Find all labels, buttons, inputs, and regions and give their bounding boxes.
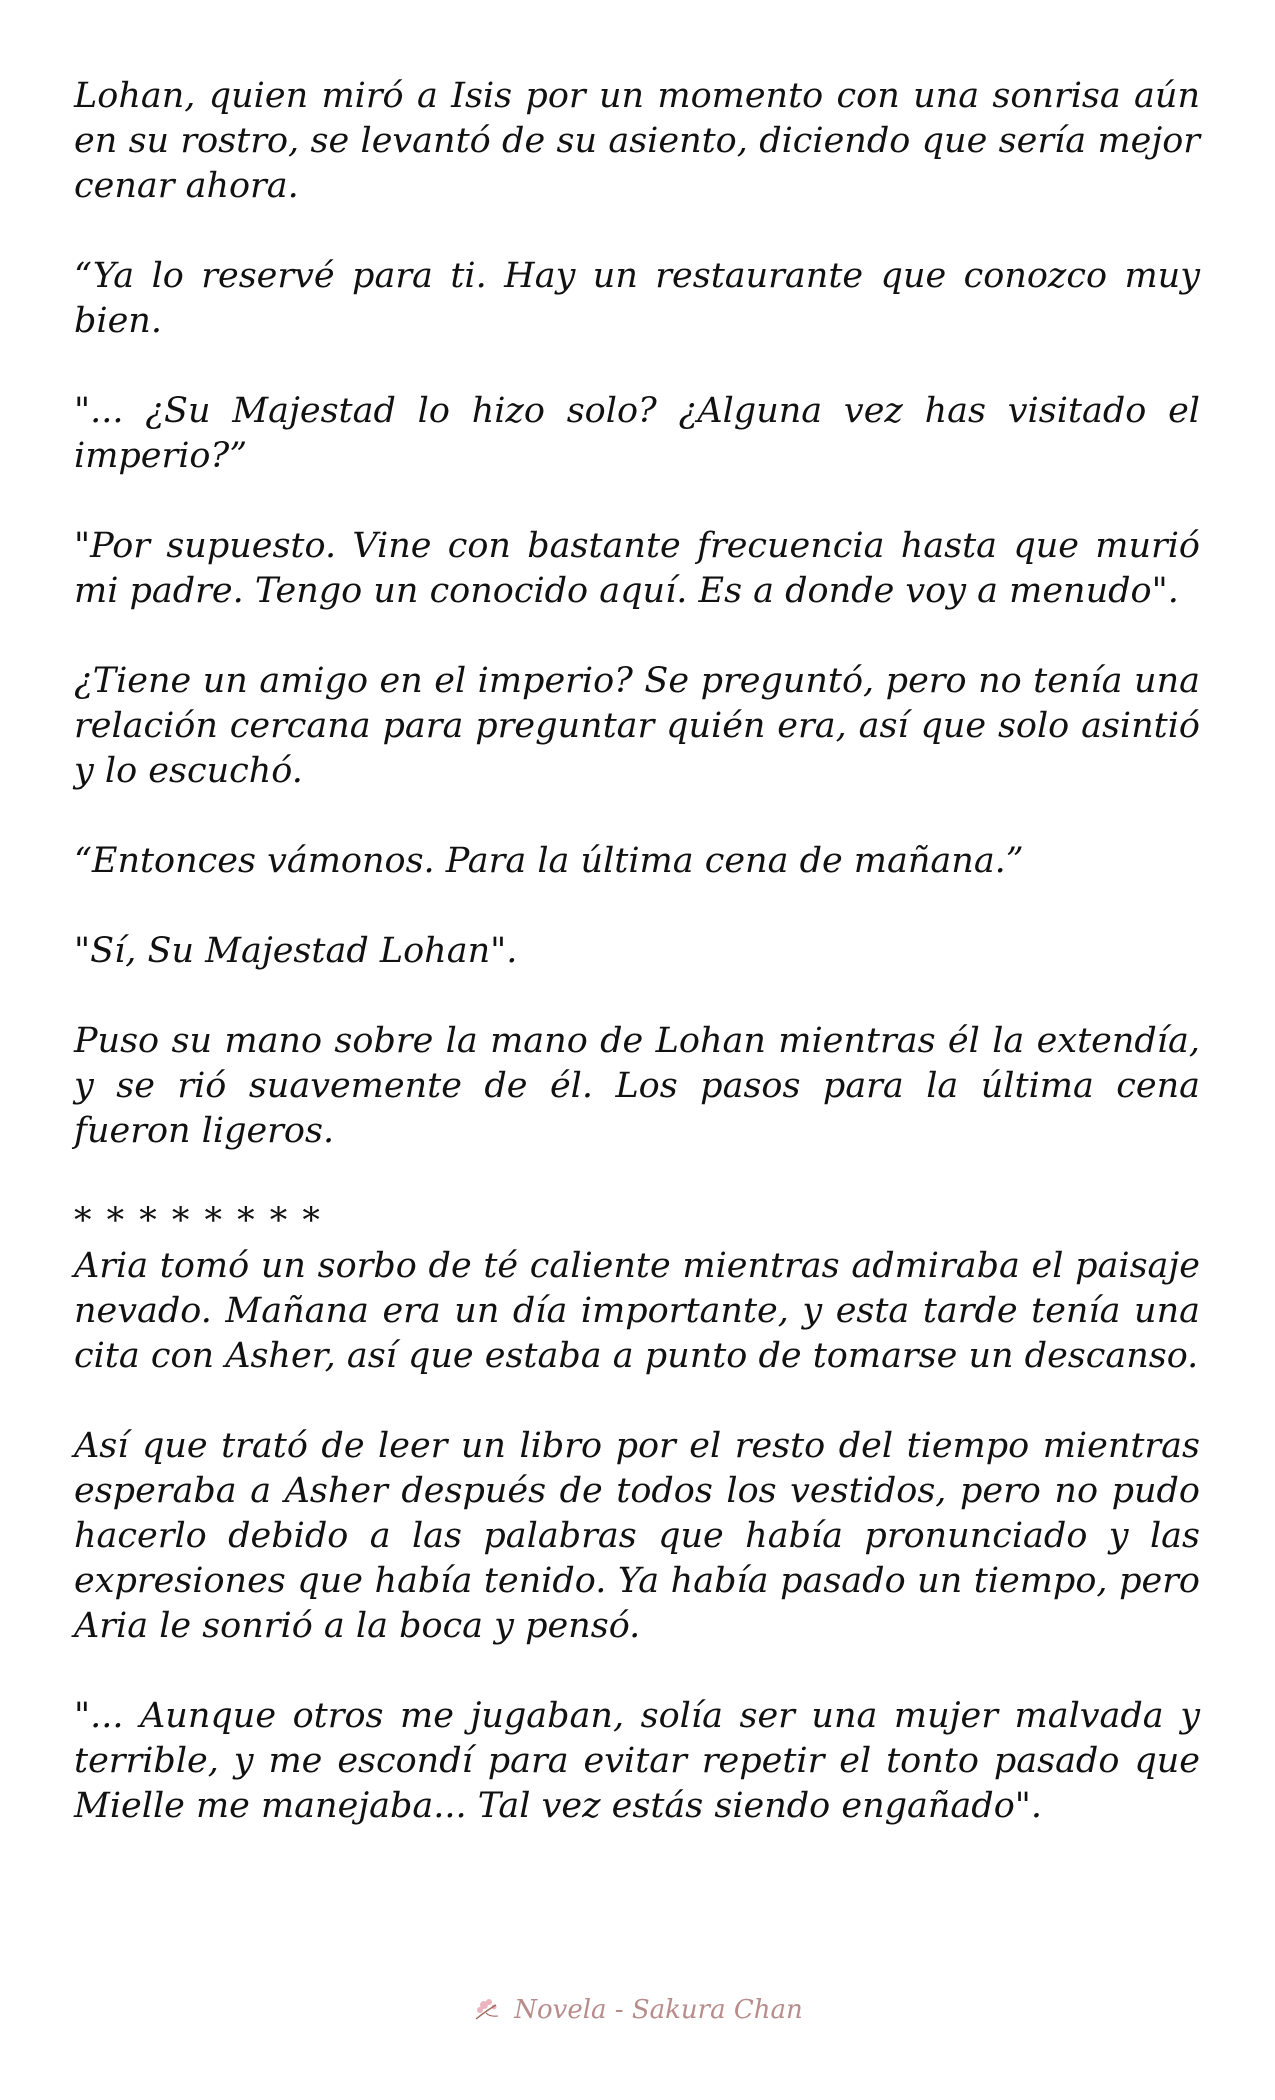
paragraph-7: "Sí, Su Majestad Lohan". (74, 931, 518, 971)
scene-separator: * * * * * * * * (74, 1201, 322, 1241)
paragraph-11: "... Aunque otros me jugaban, solía ser una mujer malvada y terrible, y me escondí para evitar repetir el tonto pasado que Mielle me manejaba... Tal vez estás siendo engañado". (74, 1696, 1200, 1826)
paragraph-10: Así que trató de leer un libro por el resto del tiempo mientras esperaba a Asher después de todos los vestidos, pero no pudo hacerlo debido a las palabras que había pronunciado y las expresiones que había tenido. Ya había pasado un tiempo, pero Aria le sonrió a la boca y pensó. (74, 1426, 1200, 1646)
paragraph-4: "Por supuesto. Vine con bastante frecuencia hasta que murió mi padre. Tengo un conocido aquí. Es a donde voy a menudo". (74, 526, 1200, 611)
paragraph-1: Lohan, quien miró a Isis por un momento con una sonrisa aún en su rostro, se levantó de su asiento, diciendo que sería mejor cenar ahora. (74, 76, 1200, 206)
paragraph-8: Puso su mano sobre la mano de Lohan mientras él la extendía, y se rió suavemente de él. Los pasos para la última cena fueron ligeros. (74, 1021, 1200, 1151)
paragraph-2: “Ya lo reservé para ti. Hay un restaurante que conozco muy bien. (74, 256, 1200, 341)
watermark-text: Novela - Sakura Chan (514, 1995, 803, 2025)
watermark (0, 1990, 1275, 2030)
sakura-flower-icon (472, 1995, 508, 2025)
paragraph-3: "... ¿Su Majestad lo hizo solo? ¿Alguna vez has visitado el imperio?” (74, 391, 1200, 476)
novel-page (74, 74, 1200, 1874)
watermark-group (472, 1995, 803, 2025)
paragraph-5: ¿Tiene un amigo en el imperio? Se preguntó, pero no tenía una relación cercana para preguntar quién era, así que solo asintió y lo escuchó. (74, 661, 1200, 791)
paragraph-9: Aria tomó un sorbo de té caliente mientras admiraba el paisaje nevado. Mañana era un día importante, y esta tarde tenía una cita con Asher, así que estaba a punto de tomarse un descanso. (74, 1246, 1200, 1376)
paragraph-6: “Entonces vámonos. Para la última cena de mañana.” (74, 841, 1024, 881)
